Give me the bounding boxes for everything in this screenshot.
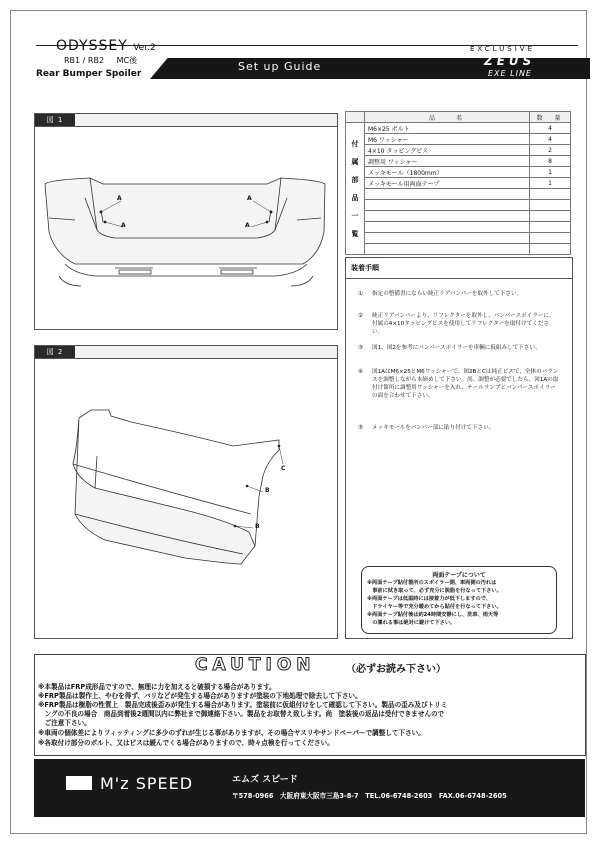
part-name-cell	[365, 211, 530, 222]
mc-label: MC後	[116, 56, 138, 65]
model-codes	[64, 55, 137, 66]
parts-side-header	[346, 112, 365, 123]
part-qty-cell: 8	[530, 156, 571, 167]
callout-a: A	[247, 195, 252, 202]
side-char: 付	[351, 139, 359, 148]
part-name-cell	[365, 222, 530, 233]
part-qty-cell	[530, 200, 571, 211]
parts-side-label	[346, 123, 365, 255]
part-name-cell: M6 ワッシャー	[365, 134, 530, 145]
part-name: Rear Bumper Spoiler	[36, 69, 142, 79]
part-qty-cell	[530, 233, 571, 244]
tape-notice-line: 事前に拭き取って、必ず充分に脱脂を行なって下さい。	[367, 588, 502, 594]
tape-notice-title: 両面テープについて	[432, 572, 486, 579]
part-name-cell: メッキモール（1800mm）	[365, 167, 530, 178]
guide-title: Set up Guide	[238, 60, 322, 73]
callout-b: B	[265, 487, 270, 494]
part-qty-cell: 4	[530, 134, 571, 145]
tape-notice-line: ※両面テープ貼付後は約24時間安静にし、洗車、雨天等	[367, 612, 499, 618]
caution-title: CAUTION	[195, 655, 316, 675]
table-row	[346, 244, 571, 255]
callout-a: A	[117, 195, 122, 202]
bumper-side-drawing	[35, 346, 337, 638]
part-qty-cell	[530, 211, 571, 222]
figure-1-label: 図 1	[35, 114, 75, 126]
part-qty-cell	[530, 244, 571, 255]
tape-notice-line: ※両面テープは低温時には接着力が低下しますので、	[367, 596, 491, 602]
table-row	[346, 200, 571, 211]
company-address: 〒578-0966 大阪府東大阪市三島3-8-7 TEL.06-6748-2603 FAX.06-6748-2605	[232, 792, 507, 800]
brand-zeus-logo: ZEUS	[484, 54, 536, 68]
brand-exe-line: EXE LINE	[488, 69, 532, 78]
brand-exclusive: EXCLUSIVE	[470, 45, 535, 53]
part-qty-cell: 4	[530, 123, 571, 134]
step-number: ③	[358, 345, 364, 351]
caution-line: ※本製品はFRP成形品ですので、無理に力を加えると破損する場合があります。	[38, 683, 276, 691]
tape-notice-box	[361, 566, 557, 634]
callout-a: A	[245, 222, 250, 229]
caution-line: ご注意下さい。	[38, 719, 91, 727]
table-row	[346, 145, 571, 156]
callout-c: C	[281, 465, 286, 472]
col-name-header: 品 名	[365, 112, 530, 123]
side-char: 品	[351, 193, 359, 202]
table-row	[346, 189, 571, 200]
tape-notice-line: の濡れる事は絶対に避けて下さい。	[367, 620, 456, 626]
part-name-cell: メッキモール用両面テープ	[365, 178, 530, 189]
step-number: ④	[358, 369, 364, 375]
table-row	[346, 134, 571, 145]
part-qty-cell	[530, 222, 571, 233]
part-qty-cell: 1	[530, 178, 571, 189]
parts-table-header	[346, 112, 571, 123]
part-name-cell	[365, 189, 530, 200]
callout-a: A	[121, 222, 126, 229]
table-row	[346, 178, 571, 189]
step-text: 純正リアバンパーより、リフレクターを取外し、バンパースポイラーに、付属の4×10タッピングビスを使用してリフレクターを取付けてください。	[372, 313, 555, 335]
step-number: ⑤	[358, 425, 364, 431]
caution-line: ※FRP製品は樹脂の性質上 製品完成後歪みが発生する場合があります。塗装前に仮組付けをして確認して下さい。製品の歪み及びトリミ	[38, 701, 448, 709]
part-name-cell: M6×25 ボルト	[365, 123, 530, 134]
step-text: 指定の整備書にならい純正リアバンパーを取外して下さい。	[372, 291, 523, 297]
part-name-cell: 4×10 タッピングビス	[365, 145, 530, 156]
model-name: ODYSSEY	[56, 38, 128, 54]
company-name: M'z SPEED	[100, 774, 194, 793]
caution-line: ※各取付け部分のボルト、又はビスは緩んでくる場合がありますので、時々点検を行ってください。	[38, 739, 334, 747]
tape-notice-line: ドライヤー等で充分暖めてから貼付を行なって下さい。	[367, 604, 502, 610]
company-logo-mark	[66, 776, 92, 790]
caution-line: ングの不良の場合 商品到着後2週間以内に弊社まで御連絡下さい。製品をお取替え致します。尚 塗装後の返品は受付できませんので	[38, 710, 445, 718]
callout-b: B	[255, 523, 260, 530]
part-name-cell: 調整用 ワッシャー	[365, 156, 530, 167]
part-name-cell	[365, 200, 530, 211]
tape-notice-line: ※両面テープ貼付箇所のスポイラー側、車両側の汚れは	[367, 580, 497, 586]
part-name-cell	[365, 233, 530, 244]
install-steps-title: 装着手順	[351, 264, 379, 272]
figure-2-label: 図 2	[35, 346, 75, 358]
chassis-codes: RB1 / RB2	[64, 56, 105, 65]
caution-line: ※FRP製品は製作上、やむを得ず、バリなどが発生する場合がありますが塗装の下地処理で除去して下さい。	[38, 692, 362, 700]
part-qty-cell: 2	[530, 145, 571, 156]
caution-line: ※車両の個体差によりフィッティングに多少のずれが生じる事がありますが、その場合ヤスリやサンドペーパーで調整して下さい。	[38, 729, 425, 737]
part-qty-cell	[530, 189, 571, 200]
table-row	[346, 211, 571, 222]
table-row	[346, 156, 571, 167]
figure-1-box	[34, 113, 338, 330]
table-row	[346, 123, 571, 134]
side-char: 部	[351, 175, 359, 184]
caution-subtitle: （必ずお読み下さい）	[346, 664, 446, 675]
step-text: 図1、図2を参考にバンパースポイラーを車輌に仮組みして下さい。	[372, 345, 541, 351]
step-text: メッキモールをバンパー部に貼り付けて下さい。	[372, 425, 495, 431]
step-number: ①	[358, 291, 364, 297]
company-name-kana: エムズ スピード	[232, 775, 298, 785]
rear-bumper-drawing	[35, 114, 337, 329]
col-qty-header: 数 量	[530, 112, 571, 123]
model-title	[56, 38, 156, 54]
part-qty-cell: 1	[530, 167, 571, 178]
table-row	[346, 222, 571, 233]
install-steps-header	[346, 258, 572, 279]
table-row	[346, 167, 571, 178]
parts-list-table	[345, 111, 571, 255]
part-name-cell	[365, 244, 530, 255]
step-number: ②	[358, 313, 364, 319]
model-version: Ver.2	[133, 43, 156, 53]
step-text: 図1AはM6×25とM6ワッシャーで、図2BとCは純正ビスで、全体のバランスを調整しながら本締めして下さい。尚、調整が必要でしたら、図1Aの取付け箇所に調整用ワッシャーを入れ、テールランプとバンパースポイラーの面を合わせて下さい。	[372, 369, 559, 399]
side-char: 一	[351, 211, 359, 220]
side-char: 属	[351, 157, 359, 166]
side-char: 覧	[351, 229, 359, 238]
figure-2-box	[34, 345, 338, 639]
table-row	[346, 233, 571, 244]
